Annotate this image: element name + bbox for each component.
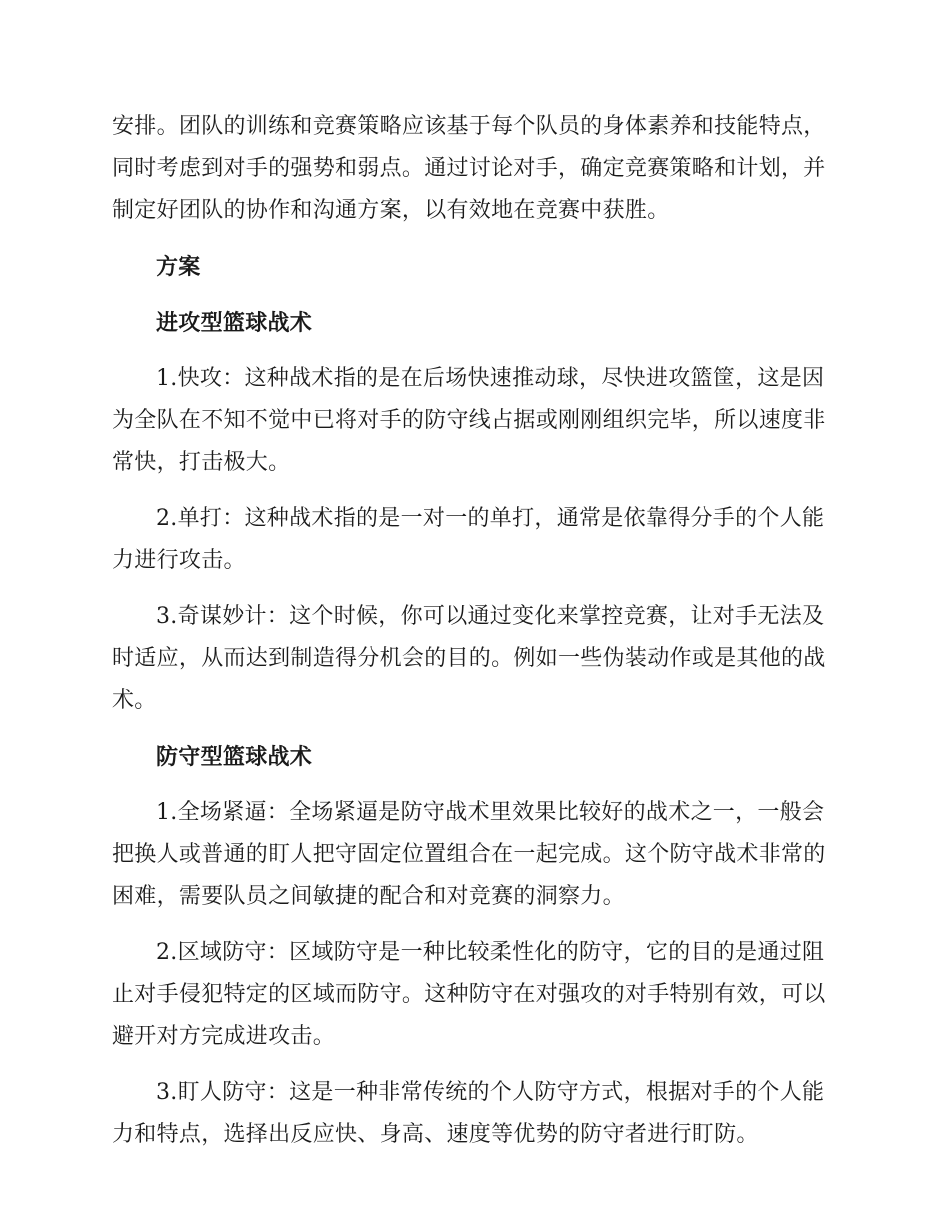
defense-item-man-to-man: 3.盯人防守：这是一种非常传统的个人防守方式，根据对手的个人能力和特点，选择出反应快、身高、速度等优势的防守者进行盯防。 [112, 1080, 825, 1147]
document-body [112, 106, 834, 1170]
offense-item-isolation: 2.单打：这种战术指的是一对一的单打，通常是依靠得分手的个人能力进行攻击。 [112, 506, 825, 573]
offense-item-fastbreak: 1.快攻：这种战术指的是在后场快速推动球，尽快进攻篮筐，这是因为全队在不知不觉中已将对手的防守线占据或刚刚组织完毕，所以速度非常快，打击极大。 [112, 366, 826, 475]
offense-heading: 进攻型篮球战术 [156, 310, 313, 336]
offense-item-trick-plays: 3.奇谋妙计：这个时候，你可以通过变化来掌控竞赛，让对手无法及时适应，从而达到制造得分机会的目的。例如一些伪装动作或是其他的战术。 [112, 604, 826, 713]
defense-heading: 防守型篮球战术 [156, 744, 313, 770]
defense-item-zone-defense: 2.区域防守：区域防守是一种比较柔性化的防守，它的目的是通过阻止对手侵犯特定的区域而防守。这种防守在对强攻的对手特别有效，可以避开对方完成进攻击。 [112, 940, 826, 1049]
defense-item-full-court-press: 1.全场紧逼：全场紧逼是防守战术里效果比较好的战术之一，一般会把换人或普通的盯人把守固定位置组合在一起完成。这个防守战术非常的困难，需要队员之间敏捷的配合和对竞赛的洞察力。 [112, 800, 826, 909]
intro-paragraph: 安排。团队的训练和竞赛策略应该基于每个队员的身体素养和技能特点，同时考虑到对手的强势和弱点。通过讨论对手，确定竞赛策略和计划，并制定好团队的协作和沟通方案，以有效地在竞赛中获胜。 [112, 114, 826, 223]
section-title: 方案 [156, 254, 201, 280]
